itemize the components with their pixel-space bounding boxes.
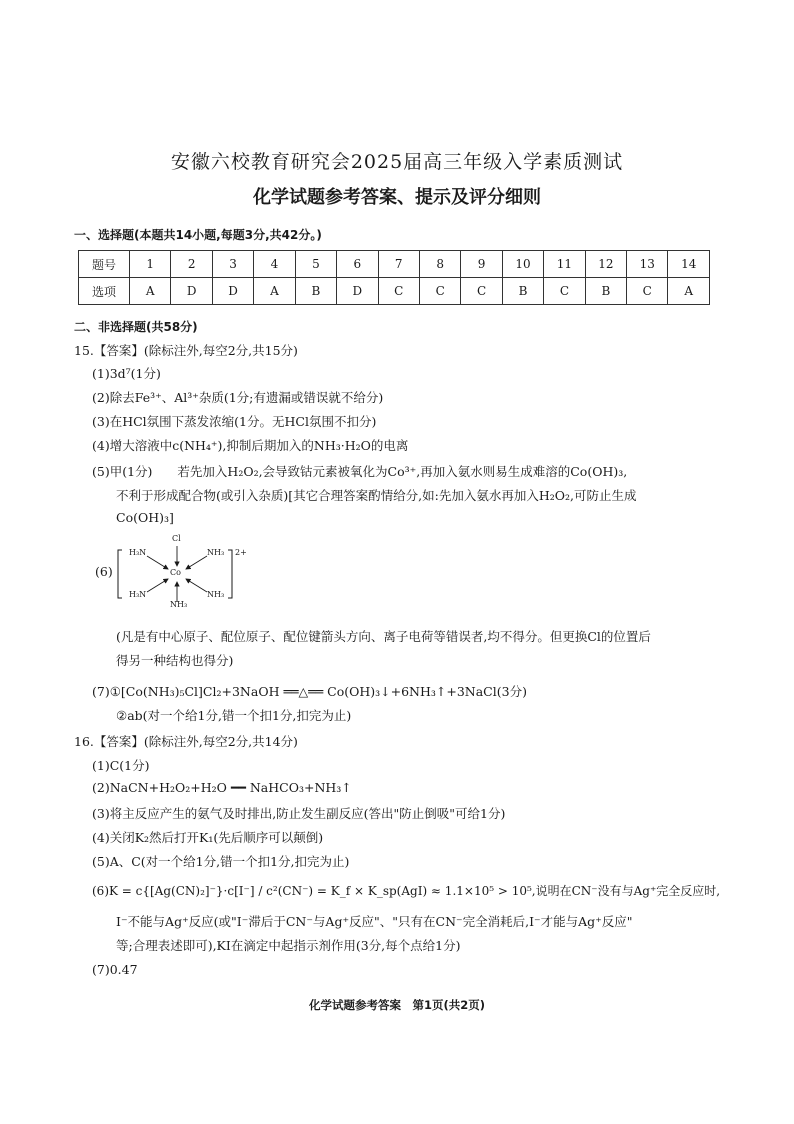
cobalt-complex-structure [95, 534, 265, 610]
table-cell: 1 [130, 251, 171, 278]
atom-upper-right: NH₃ [207, 548, 225, 557]
table-cell: 13 [627, 251, 668, 278]
table-cell: D [212, 278, 253, 305]
section1-heading: 一、选择题(本题共14小题,每题3分,共42分。) [74, 228, 322, 242]
q16-answer-5: (5)A、C(对一个给1分,错一个扣1分,扣完为止) [92, 854, 350, 869]
q16-answer-2: (2)NaCN+H₂O₂+H₂O ━━ NaHCO₃+NH₃↑ [92, 780, 352, 795]
q16-heading: 16.【答案】(除标注外,每空2分,共14分) [74, 734, 298, 749]
table-cell: 6 [337, 251, 378, 278]
table-cell: 4 [254, 251, 295, 278]
table-cell: 10 [502, 251, 543, 278]
table-cell: A [254, 278, 295, 305]
page-title: 安徽六校教育研究会2025届高三年级入学素质测试 [170, 151, 624, 173]
atom-lower-left: H₃N [129, 590, 147, 599]
q16-answer-7: (7)0.47 [92, 962, 138, 977]
table-cell: C [461, 278, 502, 305]
q15-heading: 15.【答案】(除标注外,每空2分,共15分) [74, 343, 298, 358]
table-row-answers [79, 278, 710, 305]
q16-answer-3: (3)将主反应产生的氨气及时排出,防止发生副反应(答出"防止倒吸"可给1分) [92, 806, 506, 821]
q15-answer-5-line3: Co(OH)₃] [116, 510, 174, 525]
q16-answer-1: (1)C(1分) [92, 758, 150, 773]
section2-heading: 二、非选择题(共58分) [74, 320, 198, 334]
table-cell: 9 [461, 251, 502, 278]
q15-answer-7-1: (7)①[Co(NH₃)₅Cl]Cl₂+3NaOH ══△══ Co(OH)₃↓+6NH₃↑+3NaCl(3分) [92, 684, 527, 699]
table-cell: C [627, 278, 668, 305]
table-cell: 12 [585, 251, 626, 278]
atom-lower-right: NH₃ [207, 590, 225, 599]
table-row-numbers [79, 251, 710, 278]
table-cell: B [295, 278, 336, 305]
q16-answer-6-line1: (6)K = c{[Ag(CN)₂]⁻}·c[I⁻] / c²(CN⁻) = K_f × K_sp(AgI) ≈ 1.1×10⁵ > 10⁵,说明在CN⁻没有与Ag⁺完全反应时, [92, 884, 721, 898]
table-cell: C [419, 278, 460, 305]
atom-upper-left: H₃N [129, 548, 147, 557]
atom-bottom: NH₃ [170, 600, 188, 609]
q16-answer-4: (4)关闭K₂然后打开K₁(先后顺序可以颠倒) [92, 830, 324, 845]
q15-answer-6-label: (6) [95, 564, 113, 579]
table-header-cell: 题号 [79, 251, 130, 278]
table-cell: 5 [295, 251, 336, 278]
table-cell: A [668, 278, 710, 305]
table-cell: 7 [378, 251, 419, 278]
table-cell: B [502, 278, 543, 305]
q15-answer-3: (3)在HCl氛围下蒸发浓缩(1分。无HCl氛围不扣分) [92, 414, 377, 429]
q16-answer-6-line2: I⁻不能与Ag⁺反应(或"I⁻滞后于CN⁻与Ag⁺反应"、"只有在CN⁻完全消耗后,I⁻才能与Ag⁺反应" [116, 914, 633, 929]
table-cell: C [378, 278, 419, 305]
q15-answer-5-line2: 不利于形成配合物(或引入杂质)[其它合理答案酌情给分,如:先加入氨水再加入H₂O₂,可防止生成 [116, 488, 637, 503]
table-cell: 2 [171, 251, 212, 278]
atom-co-center: Co [170, 568, 181, 577]
atom-cl: Cl [172, 534, 181, 543]
table-cell: 8 [419, 251, 460, 278]
table-cell: A [130, 278, 171, 305]
q16-answer-6-line3: 等;合理表述即可),KI在滴定中起指示剂作用(3分,每个点给1分) [116, 938, 461, 953]
page-subtitle: 化学试题参考答案、提示及评分细则 [253, 187, 541, 208]
table-cell: 11 [544, 251, 585, 278]
table-cell: D [171, 278, 212, 305]
q15-answer-4: (4)增大溶液中c(NH₄⁺),抑制后期加入的NH₃·H₂O的电离 [92, 438, 409, 453]
table-cell: B [585, 278, 626, 305]
table-cell: 3 [212, 251, 253, 278]
q15-answer-6-note-line1: (凡是有中心原子、配位原子、配位键箭头方向、离子电荷等错误者,均不得分。但更换Cl的位置后 [116, 629, 651, 644]
q15-answer-1: (1)3d⁷(1分) [92, 366, 161, 381]
table-cell: 14 [668, 251, 710, 278]
complex-charge: 2+ [235, 548, 247, 557]
table-cell: C [544, 278, 585, 305]
q15-answer-6-note-line2: 得另一种结构也得分) [116, 653, 234, 668]
q15-answer-7-2: ②ab(对一个给1分,错一个扣1分,扣完为止) [116, 708, 352, 723]
q15-answer-2: (2)除去Fe³⁺、Al³⁺杂质(1分;有遗漏或错误就不给分) [92, 390, 384, 405]
q15-answer-5-line1: (5)甲(1分) 若先加入H₂O₂,会导致钴元素被氧化为Co³⁺,再加入氨水则易生成难溶的Co(OH)₃, [92, 464, 628, 479]
page-footer: 化学试题参考答案 第1页(共2页) [308, 998, 485, 1012]
table-cell: D [337, 278, 378, 305]
table-header-cell: 选项 [79, 278, 130, 305]
answer-table [78, 250, 710, 305]
